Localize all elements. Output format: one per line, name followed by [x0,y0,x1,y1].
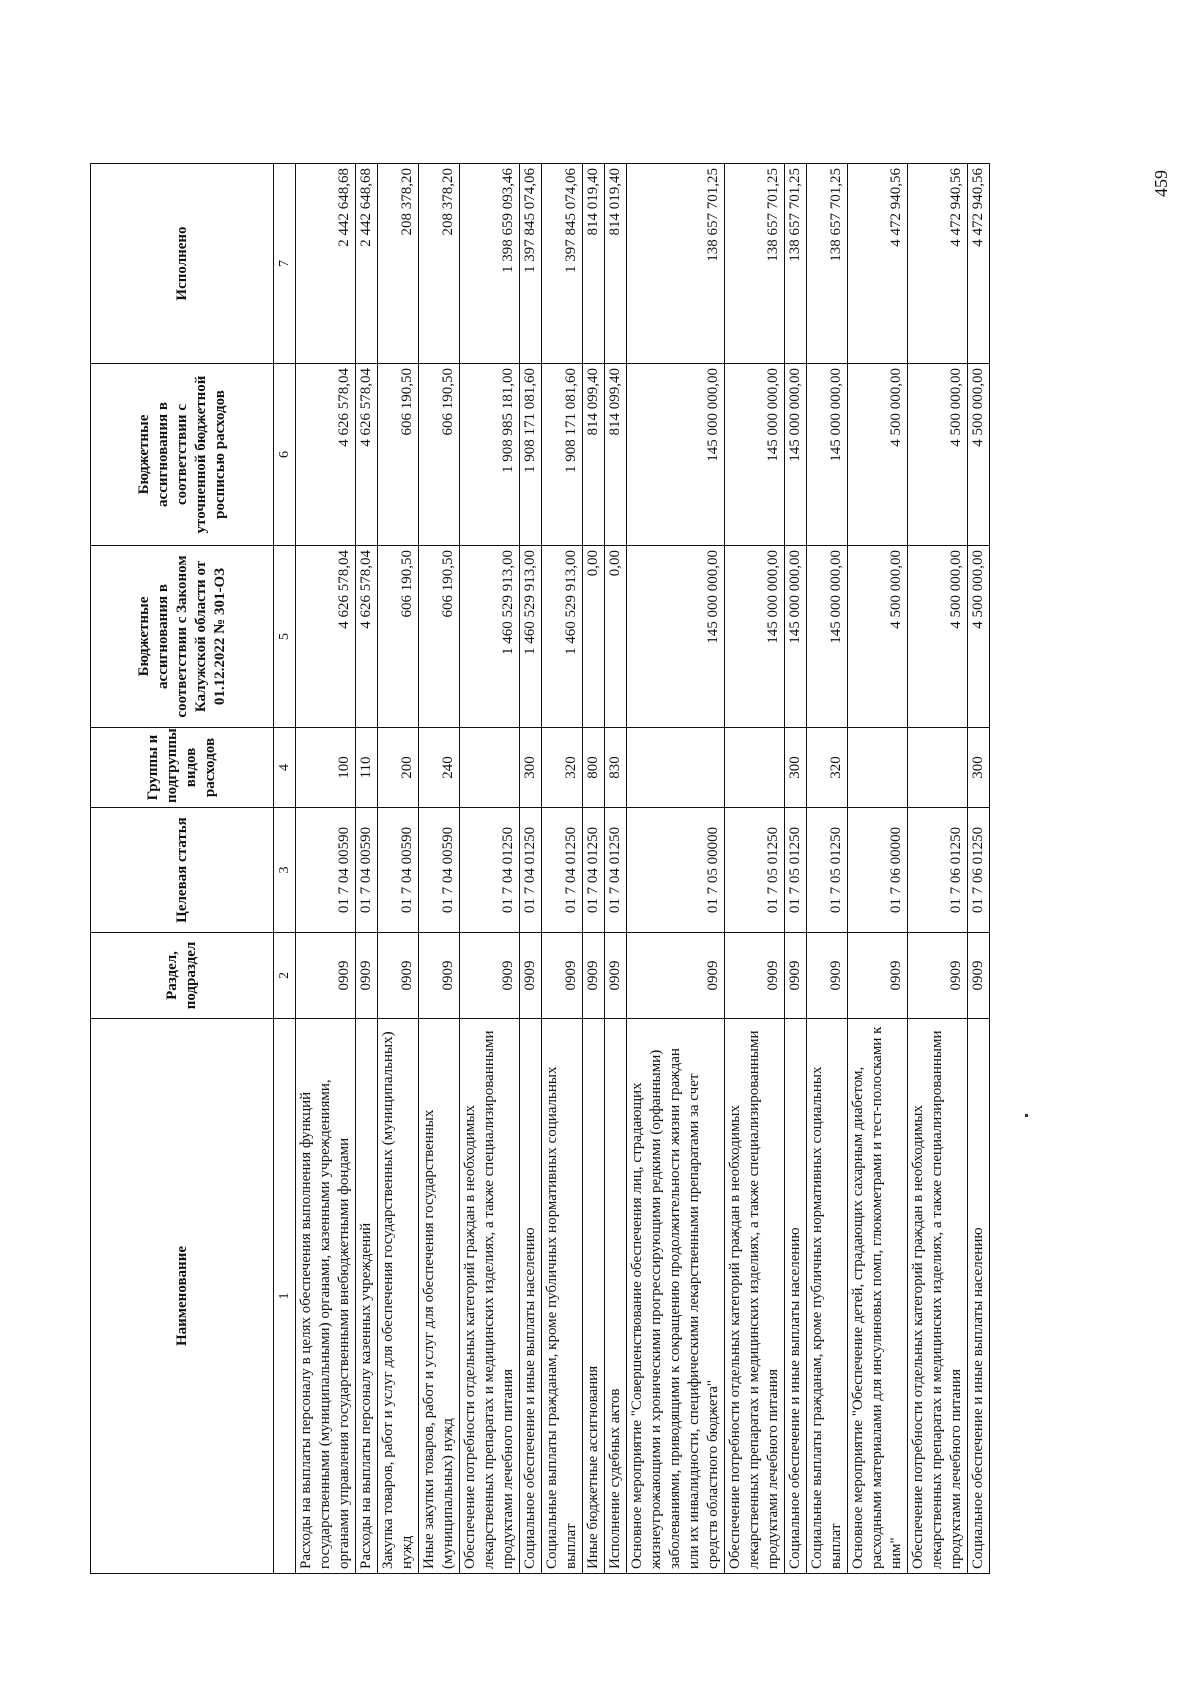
row-law-amount: 145 000 000,00 [807,546,848,728]
table-row [848,164,908,1574]
row-article: 01 7 06 00000 [848,808,908,933]
row-refined-amount: 1 908 171 081,60 [542,364,583,546]
row-law-amount: 606 190,50 [419,546,460,728]
header-group: Группы и подгруппы видов расходов [91,728,274,808]
row-executed-amount: 208 378,20 [378,164,419,364]
row-section: 0909 [520,933,542,1019]
row-name: Основное мероприятие "Обеспечение детей, страдающих сахарным диабетом, расходными материалами для инсулиновых помп, глюкометрами и тест-полосками к ним" [848,1019,908,1574]
row-refined-amount: 145 000 000,00 [807,364,848,546]
table-row [542,164,583,1574]
header-section: Раздел, подраздел [91,933,274,1019]
table-row [460,164,520,1574]
row-refined-amount: 606 190,50 [378,364,419,546]
row-refined-amount: 606 190,50 [419,364,460,546]
header-name: Наименование [91,1019,274,1574]
row-name: Расходы на выплаты персоналу казенных учреждений [356,1019,378,1574]
column-number: 2 [274,933,296,1019]
row-group: 300 [520,728,542,808]
row-article: 01 7 04 00590 [419,808,460,933]
row-law-amount: 4 626 578,04 [296,546,356,728]
table-row [627,164,725,1574]
table-row [968,164,990,1574]
row-name: Обеспечение потребности отдельных категорий граждан в необходимых лекарственных препаратах и медицинских изделиях, а также специализированными продуктами лечебного питания [908,1019,968,1574]
header-law: Бюджетные ассигнования в соответствии с Законом Калужской области от 01.12.2022 № 301-ОЗ [91,546,274,728]
table-body [296,164,990,1574]
row-name: Обеспечение потребности отдельных категорий граждан в необходимых лекарственных препаратах и медицинских изделиях, а также специализированными продуктами лечебного питания [460,1019,520,1574]
row-law-amount: 1 460 529 913,00 [460,546,520,728]
row-refined-amount: 814 099,40 [583,364,605,546]
table-row [356,164,378,1574]
row-section: 0909 [908,933,968,1019]
row-group [725,728,785,808]
row-article: 01 7 06 01250 [968,808,990,933]
column-number: 1 [274,1019,296,1574]
row-refined-amount: 4 626 578,04 [356,364,378,546]
header-refined: Бюджетные ассигнования в соответствии с уточненной бюджетной росписью расходов [91,364,274,546]
row-article: 01 7 04 01250 [583,808,605,933]
row-name: Расходы на выплаты персоналу в целях обеспечения выполнения функций государственными (муниципальными) органами, казенными учреждениями, органами управления государственными внебюджетными фондами [296,1019,356,1574]
row-name: Социальные выплаты гражданам, кроме публичных нормативных социальных выплат [542,1019,583,1574]
row-group [848,728,908,808]
row-executed-amount: 2 442 648,68 [356,164,378,364]
header-article: Целевая статья [91,808,274,933]
row-executed-amount: 138 657 701,25 [627,164,725,364]
row-name: Исполнение судебных актов [605,1019,627,1574]
row-executed-amount: 138 657 701,25 [725,164,785,364]
row-section: 0909 [848,933,908,1019]
row-name: Социальные выплаты гражданам, кроме публичных нормативных социальных выплат [807,1019,848,1574]
row-section: 0909 [542,933,583,1019]
row-article: 01 7 05 00000 [627,808,725,933]
row-section: 0909 [378,933,419,1019]
row-group [627,728,725,808]
rotated-page [15,137,1175,1697]
row-group: 300 [968,728,990,808]
row-article: 01 7 04 00590 [356,808,378,933]
row-refined-amount: 4 500 000,00 [908,364,968,546]
row-article: 01 7 04 01250 [542,808,583,933]
row-name: Иные закупки товаров, работ и услуг для обеспечения государственных (муниципальных) нужд [419,1019,460,1574]
row-section: 0909 [296,933,356,1019]
row-article: 01 7 05 01250 [807,808,848,933]
row-executed-amount: 1 397 845 074,06 [542,164,583,364]
row-section: 0909 [968,933,990,1019]
row-executed-amount: 814 019,40 [583,164,605,364]
column-number: 4 [274,728,296,808]
row-group: 100 [296,728,356,808]
row-refined-amount: 145 000 000,00 [627,364,725,546]
row-executed-amount: 1 398 659 093,46 [460,164,520,364]
row-group [908,728,968,808]
row-name: Социальное обеспечение и иные выплаты населению [968,1019,990,1574]
row-refined-amount: 145 000 000,00 [785,364,807,546]
row-section: 0909 [583,933,605,1019]
row-law-amount: 0,00 [605,546,627,728]
row-law-amount: 1 460 529 913,00 [520,546,542,728]
row-law-amount: 606 190,50 [378,546,419,728]
row-law-amount: 0,00 [583,546,605,728]
table-row [908,164,968,1574]
row-refined-amount: 4 500 000,00 [968,364,990,546]
table-row [378,164,419,1574]
table-row [296,164,356,1574]
row-group: 300 [785,728,807,808]
row-section: 0909 [725,933,785,1019]
row-executed-amount: 208 378,20 [419,164,460,364]
scan-speck [1025,1114,1028,1117]
row-name: Обеспечение потребности отдельных категорий граждан в необходимых лекарственных препаратах и медицинских изделиях, а также специализированными продуктами лечебного питания [725,1019,785,1574]
row-article: 01 7 04 01250 [605,808,627,933]
row-name: Закупка товаров, работ и услуг для обеспечения государственных (муниципальных) нужд [378,1019,419,1574]
row-executed-amount: 2 442 648,68 [296,164,356,364]
table-row [807,164,848,1574]
row-article: 01 7 05 01250 [785,808,807,933]
header-row [91,164,274,1574]
row-article: 01 7 06 01250 [908,808,968,933]
row-law-amount: 4 500 000,00 [968,546,990,728]
budget-table [90,163,990,1574]
table-row [785,164,807,1574]
row-law-amount: 145 000 000,00 [725,546,785,728]
row-group: 110 [356,728,378,808]
row-name: Социальное обеспечение и иные выплаты населению [785,1019,807,1574]
row-executed-amount: 138 657 701,25 [785,164,807,364]
column-number: 5 [274,546,296,728]
row-law-amount: 1 460 529 913,00 [542,546,583,728]
row-section: 0909 [356,933,378,1019]
row-section: 0909 [460,933,520,1019]
column-number: 3 [274,808,296,933]
header-executed: Исполнено [91,164,274,364]
row-group [460,728,520,808]
row-group: 320 [807,728,848,808]
row-group: 200 [378,728,419,808]
row-name: Социальное обеспечение и иные выплаты населению [520,1019,542,1574]
column-number: 6 [274,364,296,546]
row-executed-amount: 4 472 940,56 [968,164,990,364]
table-row [419,164,460,1574]
row-refined-amount: 4 500 000,00 [848,364,908,546]
row-refined-amount: 4 626 578,04 [296,364,356,546]
row-group: 240 [419,728,460,808]
column-number-row [274,164,296,1574]
row-section: 0909 [807,933,848,1019]
row-executed-amount: 138 657 701,25 [807,164,848,364]
row-executed-amount: 1 397 845 074,06 [520,164,542,364]
row-law-amount: 145 000 000,00 [627,546,725,728]
row-executed-amount: 4 472 940,56 [848,164,908,364]
row-section: 0909 [627,933,725,1019]
row-refined-amount: 1 908 985 181,00 [460,364,520,546]
table-row [520,164,542,1574]
row-name: Основное мероприятие "Совершенствование обеспечения лиц, страдающих жизнеугрожающими и хроническими прогрессирующими редкими (орфанными) заболеваниями, приводящими к сокращению продолжительности жизни граждан или их инвалидности, специфическими лекарственными препаратами за счет средств областного бюджета" [627,1019,725,1574]
table-row [583,164,605,1574]
row-section: 0909 [605,933,627,1019]
row-executed-amount: 814 019,40 [605,164,627,364]
row-group: 800 [583,728,605,808]
row-law-amount: 145 000 000,00 [785,546,807,728]
row-name: Иные бюджетные ассигнования [583,1019,605,1574]
row-refined-amount: 145 000 000,00 [725,364,785,546]
row-group: 320 [542,728,583,808]
row-section: 0909 [419,933,460,1019]
row-law-amount: 4 500 000,00 [908,546,968,728]
row-law-amount: 4 500 000,00 [848,546,908,728]
column-number: 7 [274,164,296,364]
table-row [605,164,627,1574]
row-article: 01 7 04 00590 [296,808,356,933]
row-law-amount: 4 626 578,04 [356,546,378,728]
row-article: 01 7 04 01250 [520,808,542,933]
row-refined-amount: 814 099,40 [605,364,627,546]
row-executed-amount: 4 472 940,56 [908,164,968,364]
row-article: 01 7 05 01250 [725,808,785,933]
row-article: 01 7 04 00590 [378,808,419,933]
table-row [725,164,785,1574]
page-number: 459 [1151,170,1171,197]
row-refined-amount: 1 908 171 081,60 [520,364,542,546]
row-group: 830 [605,728,627,808]
row-article: 01 7 04 01250 [460,808,520,933]
row-section: 0909 [785,933,807,1019]
